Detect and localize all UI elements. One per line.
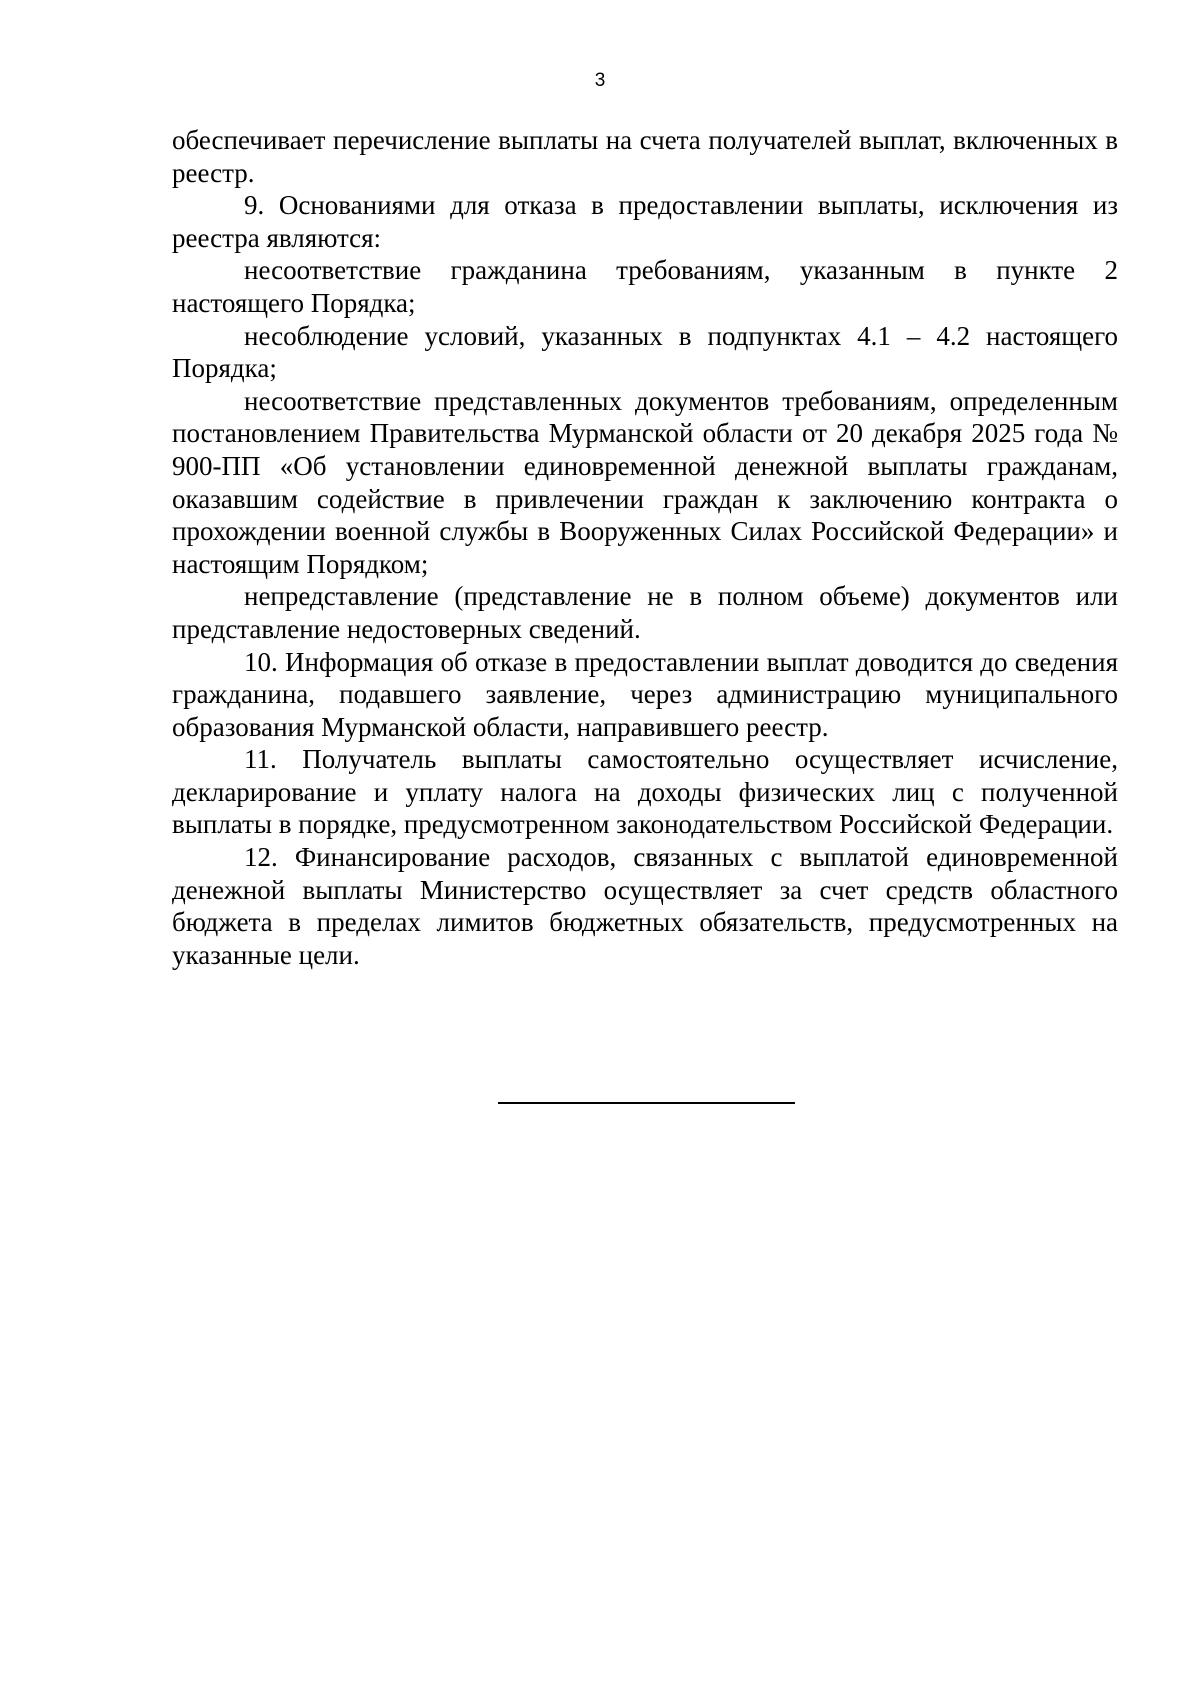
paragraph-item-9-sub-4: непредставление (представление не в полном объеме) документов или представление недостоверных сведений.	[172, 581, 1118, 644]
paragraph-item-9-sub-3: несоответствие представленных документов требованиям, определенным постановлением Правительства Мурманской области от 20 декабря 2025 года № 900-ПП «Об установлении единовременной денежной выплаты гражданам, оказавшим содействие в привлечении граждан к заключению контракта о прохождении военной службы в Вооруженных Силах Российской Федерации» и настоящим Порядком;	[172, 385, 1118, 579]
paragraph-item-9: 9. Основаниями для отказа в предоставлении выплаты, исключения из реестра являются:	[172, 190, 1118, 253]
paragraph-item-9-sub-1: несоответствие гражданина требованиям, указанным в пункте 2 настоящего Порядка;	[172, 255, 1118, 318]
paragraph-continuation: обеспечивает перечисление выплаты на счета получателей выплат, включенных в реестр.	[172, 125, 1118, 188]
end-of-document-rule	[498, 1102, 795, 1104]
paragraph-item-11: 11. Получатель выплаты самостоятельно осуществляет исчисление, декларирование и уплату налога на доходы физических лиц с полученной выплаты в порядке, предусмотренном законодательством Российской Федерации.	[172, 744, 1118, 840]
paragraph-item-10: 10. Информация об отказе в предоставлении выплат доводится до сведения гражданина, подавшего заявление, через администрацию муниципального образования Мурманской области, направившего реестр.	[172, 646, 1118, 742]
page-number: 3	[594, 70, 606, 91]
paragraph-item-12: 12. Финансирование расходов, связанных с выплатой единовременной денежной выплаты Министерство осуществляет за счет средств областного бюджета в пределах лимитов бюджетных обязательств, предусмотренных на указанные цели.	[172, 842, 1118, 970]
paragraph-item-9-sub-2: несоблюдение условий, указанных в подпунктах 4.1 – 4.2 настоящего Порядка;	[172, 320, 1118, 384]
document-body	[172, 124, 1118, 971]
